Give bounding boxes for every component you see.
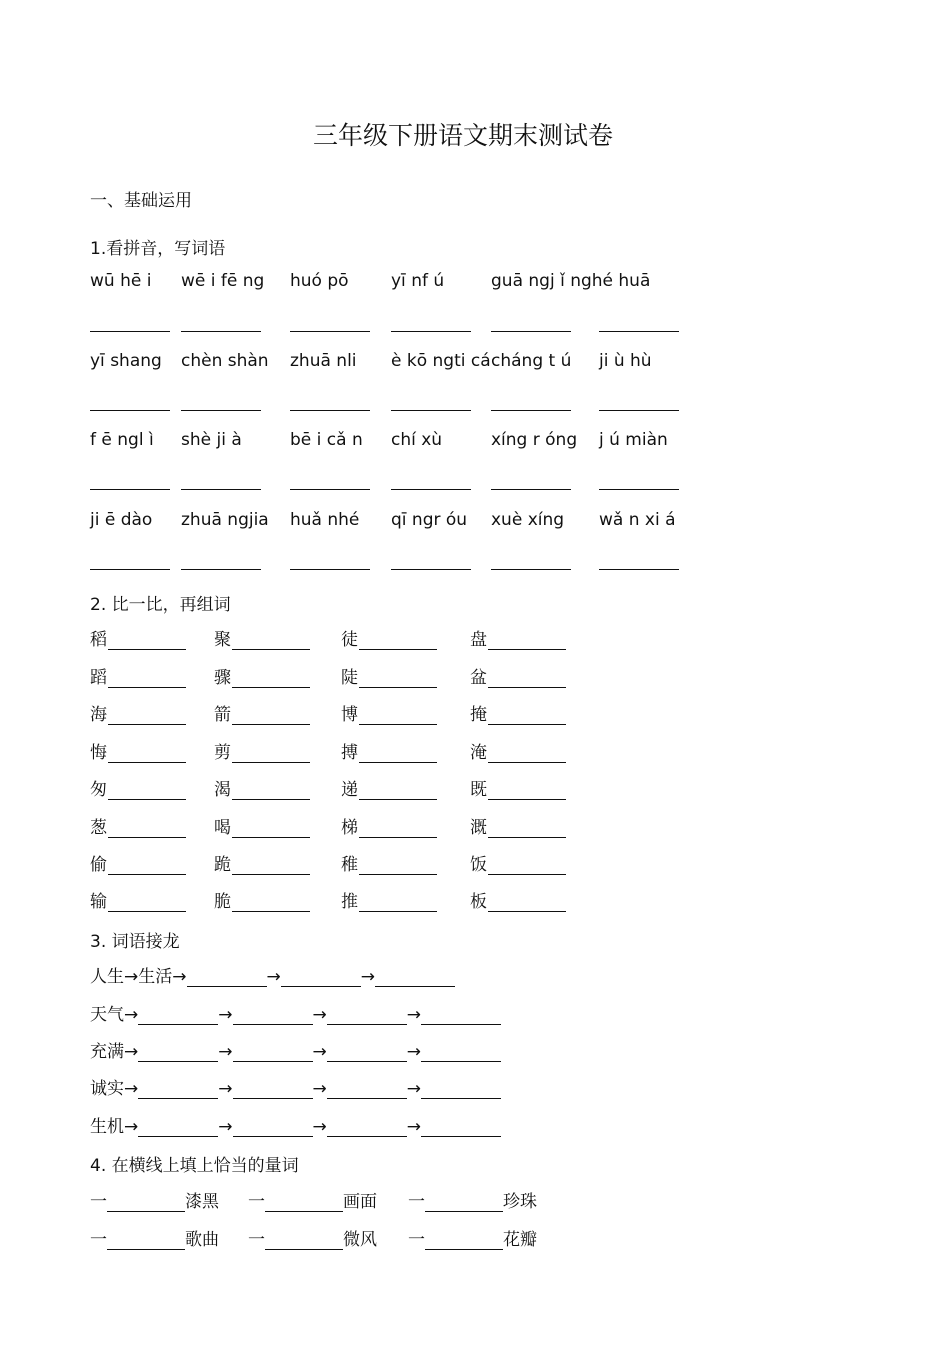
question-3-heading: 3. 词语接龙 <box>90 932 180 952</box>
pinyin-text: chèn shàn <box>181 351 269 371</box>
chain-word: 天气 <box>90 1005 124 1025</box>
answer-blank[interactable] <box>491 331 571 332</box>
answer-blank[interactable] <box>232 858 310 875</box>
compare-item <box>214 775 310 800</box>
compare-char: 蹈 <box>90 668 107 688</box>
compare-item <box>470 625 566 650</box>
arrow: → <box>266 967 281 987</box>
compare-item <box>90 663 186 688</box>
answer-blank[interactable] <box>359 633 437 650</box>
chain-word: 人生 <box>90 967 124 987</box>
pinyin-text: wē i fē ng <box>181 271 265 291</box>
question-2-heading: 2. 比一比，再组词 <box>90 595 231 615</box>
compare-item <box>341 775 437 800</box>
arrow: → <box>124 1042 139 1062</box>
arrow: → <box>406 1079 421 1099</box>
pinyin-text: f ē ngl ì <box>90 430 154 450</box>
answer-blank[interactable] <box>290 410 370 411</box>
compare-item <box>470 663 566 688</box>
answer-blank[interactable] <box>599 569 679 570</box>
answer-blank[interactable] <box>138 1120 218 1137</box>
answer-blank[interactable] <box>181 489 261 490</box>
pinyin-text: zhuā nli <box>290 351 357 371</box>
compare-char: 陡 <box>341 668 358 688</box>
answer-blank[interactable] <box>359 671 437 688</box>
compare-char: 既 <box>470 780 487 800</box>
answer-blank[interactable] <box>108 895 186 912</box>
answer-blank[interactable] <box>290 331 370 332</box>
question-1-heading: 1.看拼音，写词语 <box>90 239 226 259</box>
answer-blank[interactable] <box>488 746 566 763</box>
compare-item <box>214 663 310 688</box>
compare-char: 跪 <box>214 855 231 875</box>
answer-blank[interactable] <box>359 708 437 725</box>
arrow: → <box>172 967 187 987</box>
answer-blank[interactable] <box>599 410 679 411</box>
answer-blank[interactable] <box>488 671 566 688</box>
compare-char: 喝 <box>214 818 231 838</box>
pinyin-text: wǎ n xi á <box>599 510 676 530</box>
answer-blank[interactable] <box>138 1008 218 1025</box>
compare-char: 剪 <box>214 743 231 763</box>
compare-char: 骤 <box>214 668 231 688</box>
chain-word: 诚实 <box>90 1079 124 1099</box>
compare-item <box>214 738 310 763</box>
answer-blank[interactable] <box>491 410 571 411</box>
answer-blank[interactable] <box>90 331 170 332</box>
compare-char: 淹 <box>470 743 487 763</box>
chain-row <box>90 1074 501 1099</box>
measure-item <box>90 1187 219 1212</box>
answer-blank[interactable] <box>421 1120 501 1137</box>
compare-item <box>470 775 566 800</box>
measure-item <box>90 1225 219 1250</box>
arrow: → <box>218 1117 233 1137</box>
answer-blank[interactable] <box>90 410 170 411</box>
compare-item <box>341 738 437 763</box>
compare-item <box>470 738 566 763</box>
answer-blank[interactable] <box>599 331 679 332</box>
answer-blank[interactable] <box>391 331 471 332</box>
measure-prefix: 一 <box>90 1230 107 1250</box>
arrow: → <box>406 1005 421 1025</box>
compare-char: 脆 <box>214 892 231 912</box>
arrow: → <box>312 1042 327 1062</box>
question-4-heading: 4. 在横线上填上恰当的量词 <box>90 1156 299 1176</box>
arrow: → <box>312 1117 327 1137</box>
answer-blank[interactable] <box>359 783 437 800</box>
compare-char: 偷 <box>90 855 107 875</box>
answer-blank[interactable] <box>187 970 267 987</box>
answer-blank[interactable] <box>108 746 186 763</box>
compare-char: 梯 <box>341 818 358 838</box>
compare-char: 盆 <box>470 668 487 688</box>
compare-char: 箭 <box>214 705 231 725</box>
compare-char: 溉 <box>470 818 487 838</box>
pinyin-text: wū hē i <box>90 271 152 291</box>
answer-blank[interactable] <box>232 821 310 838</box>
compare-item <box>90 850 186 875</box>
answer-blank[interactable] <box>233 1008 313 1025</box>
chain-word: 生活 <box>138 967 173 987</box>
answer-blank[interactable] <box>107 1233 185 1250</box>
pinyin-text: zhuā ngjia <box>181 510 269 530</box>
compare-item <box>214 813 310 838</box>
compare-item <box>341 700 437 725</box>
answer-blank[interactable] <box>488 783 566 800</box>
answer-blank[interactable] <box>233 1120 313 1137</box>
pinyin-text: yī shang <box>90 351 162 371</box>
compare-char: 悔 <box>90 743 107 763</box>
compare-char: 博 <box>341 705 358 725</box>
answer-blank[interactable] <box>108 821 186 838</box>
answer-blank[interactable] <box>488 858 566 875</box>
answer-blank[interactable] <box>359 895 437 912</box>
measure-prefix: 一 <box>408 1192 425 1212</box>
arrow: → <box>124 1005 139 1025</box>
arrow: → <box>360 967 375 987</box>
answer-blank[interactable] <box>491 569 571 570</box>
answer-blank[interactable] <box>90 569 170 570</box>
pinyin-text: huó pō <box>290 271 349 291</box>
arrow: → <box>124 1117 139 1137</box>
measure-item <box>248 1225 377 1250</box>
compare-char: 稻 <box>90 630 107 650</box>
compare-item <box>470 700 566 725</box>
answer-blank[interactable] <box>138 1082 218 1099</box>
compare-char: 徒 <box>341 630 358 650</box>
answer-blank[interactable] <box>327 1008 407 1025</box>
compare-item <box>470 850 566 875</box>
page-title: 三年级下册语文期末测试卷 <box>312 121 613 150</box>
answer-blank[interactable] <box>181 410 261 411</box>
measure-noun: 花瓣 <box>503 1230 537 1250</box>
compare-char: 稚 <box>341 855 358 875</box>
pinyin-text: xuè xíng <box>491 510 565 530</box>
arrow: → <box>218 1005 233 1025</box>
answer-blank[interactable] <box>232 671 310 688</box>
measure-noun: 歌曲 <box>185 1230 219 1250</box>
pinyin-text: shè ji à <box>181 430 242 450</box>
compare-char: 输 <box>90 892 107 912</box>
measure-noun: 画面 <box>343 1192 377 1212</box>
answer-blank[interactable] <box>232 708 310 725</box>
answer-blank[interactable] <box>391 569 471 570</box>
answer-blank[interactable] <box>233 1082 313 1099</box>
compare-item <box>214 625 310 650</box>
measure-prefix: 一 <box>90 1192 107 1212</box>
pinyin-text: xíng r óng <box>491 430 578 450</box>
answer-blank[interactable] <box>232 895 310 912</box>
answer-blank[interactable] <box>108 708 186 725</box>
compare-char: 匆 <box>90 780 107 800</box>
answer-blank[interactable] <box>232 633 310 650</box>
answer-blank[interactable] <box>233 1045 313 1062</box>
answer-blank[interactable] <box>421 1082 501 1099</box>
answer-blank[interactable] <box>488 708 566 725</box>
measure-prefix: 一 <box>248 1230 265 1250</box>
compare-item <box>341 625 437 650</box>
answer-blank[interactable] <box>488 821 566 838</box>
answer-blank[interactable] <box>359 858 437 875</box>
answer-blank[interactable] <box>290 569 370 570</box>
answer-blank[interactable] <box>108 633 186 650</box>
pinyin-text: guā ngj ǐ nghé huā <box>491 271 651 291</box>
measure-prefix: 一 <box>408 1230 425 1250</box>
compare-item <box>470 887 566 912</box>
section-heading: 一、基础运用 <box>90 191 192 211</box>
answer-blank[interactable] <box>181 569 261 570</box>
compare-item <box>214 850 310 875</box>
answer-blank[interactable] <box>599 489 679 490</box>
measure-item <box>408 1187 537 1212</box>
pinyin-text: qī ngr óu <box>391 510 468 530</box>
compare-item <box>214 700 310 725</box>
answer-blank[interactable] <box>375 970 455 987</box>
chain-row <box>90 1112 501 1137</box>
pinyin-text: huǎ nhé <box>290 510 360 530</box>
compare-char: 盘 <box>470 630 487 650</box>
compare-char: 递 <box>341 780 358 800</box>
compare-item <box>341 887 437 912</box>
answer-blank[interactable] <box>327 1120 407 1137</box>
answer-blank[interactable] <box>425 1195 503 1212</box>
compare-item <box>341 850 437 875</box>
compare-item <box>214 887 310 912</box>
compare-char: 海 <box>90 705 107 725</box>
answer-blank[interactable] <box>491 489 571 490</box>
compare-char: 推 <box>341 892 358 912</box>
chain-row <box>90 962 455 987</box>
answer-blank[interactable] <box>232 746 310 763</box>
chain-word: 充满 <box>90 1042 124 1062</box>
answer-blank[interactable] <box>488 633 566 650</box>
compare-char: 板 <box>470 892 487 912</box>
answer-blank[interactable] <box>327 1045 407 1062</box>
pinyin-text: ji ù hù <box>599 351 652 371</box>
arrow: → <box>218 1079 233 1099</box>
answer-blank[interactable] <box>488 895 566 912</box>
answer-blank[interactable] <box>425 1233 503 1250</box>
compare-item <box>341 663 437 688</box>
compare-item <box>90 700 186 725</box>
compare-item <box>90 813 186 838</box>
answer-blank[interactable] <box>421 1008 501 1025</box>
answer-blank[interactable] <box>359 746 437 763</box>
answer-blank[interactable] <box>232 783 310 800</box>
answer-blank[interactable] <box>290 489 370 490</box>
compare-char: 掩 <box>470 705 487 725</box>
measure-noun: 漆黑 <box>185 1192 219 1212</box>
answer-blank[interactable] <box>391 410 471 411</box>
compare-char: 葱 <box>90 818 107 838</box>
arrow: → <box>312 1079 327 1099</box>
measure-noun: 微风 <box>343 1230 377 1250</box>
answer-blank[interactable] <box>265 1195 343 1212</box>
measure-item <box>248 1187 377 1212</box>
answer-blank[interactable] <box>281 970 361 987</box>
compare-item <box>90 775 186 800</box>
answer-blank[interactable] <box>138 1045 218 1062</box>
pinyin-text: ji ē dào <box>90 510 153 530</box>
compare-item <box>90 625 186 650</box>
pinyin-text: cháng t ú <box>491 351 572 371</box>
arrow: → <box>406 1117 421 1137</box>
compare-item <box>341 813 437 838</box>
arrow: → <box>406 1042 421 1062</box>
answer-blank[interactable] <box>108 783 186 800</box>
measure-noun: 珍珠 <box>503 1192 537 1212</box>
answer-blank[interactable] <box>90 489 170 490</box>
arrow: → <box>312 1005 327 1025</box>
compare-item <box>90 738 186 763</box>
compare-item <box>470 813 566 838</box>
compare-item <box>90 887 186 912</box>
answer-blank[interactable] <box>421 1045 501 1062</box>
answer-blank[interactable] <box>327 1082 407 1099</box>
answer-blank[interactable] <box>108 671 186 688</box>
answer-blank[interactable] <box>181 331 261 332</box>
arrow: → <box>218 1042 233 1062</box>
compare-char: 饭 <box>470 855 487 875</box>
answer-blank[interactable] <box>108 858 186 875</box>
pinyin-text: è kō ngti cá <box>391 351 491 371</box>
compare-char: 搏 <box>341 743 358 763</box>
arrow: → <box>124 1079 139 1099</box>
measure-item <box>408 1225 537 1250</box>
answer-blank[interactable] <box>265 1233 343 1250</box>
chain-row <box>90 1000 501 1025</box>
pinyin-text: chí xù <box>391 430 443 450</box>
arrow: → <box>124 967 139 987</box>
answer-blank[interactable] <box>391 489 471 490</box>
chain-word: 生机 <box>90 1117 124 1137</box>
chain-row <box>90 1037 501 1062</box>
answer-blank[interactable] <box>359 821 437 838</box>
compare-char: 聚 <box>214 630 231 650</box>
answer-blank[interactable] <box>107 1195 185 1212</box>
pinyin-text: bē i cǎ n <box>290 430 363 450</box>
pinyin-text: j ú miàn <box>599 430 668 450</box>
pinyin-text: yī nf ú <box>391 271 445 291</box>
measure-prefix: 一 <box>248 1192 265 1212</box>
compare-char: 渴 <box>214 780 231 800</box>
